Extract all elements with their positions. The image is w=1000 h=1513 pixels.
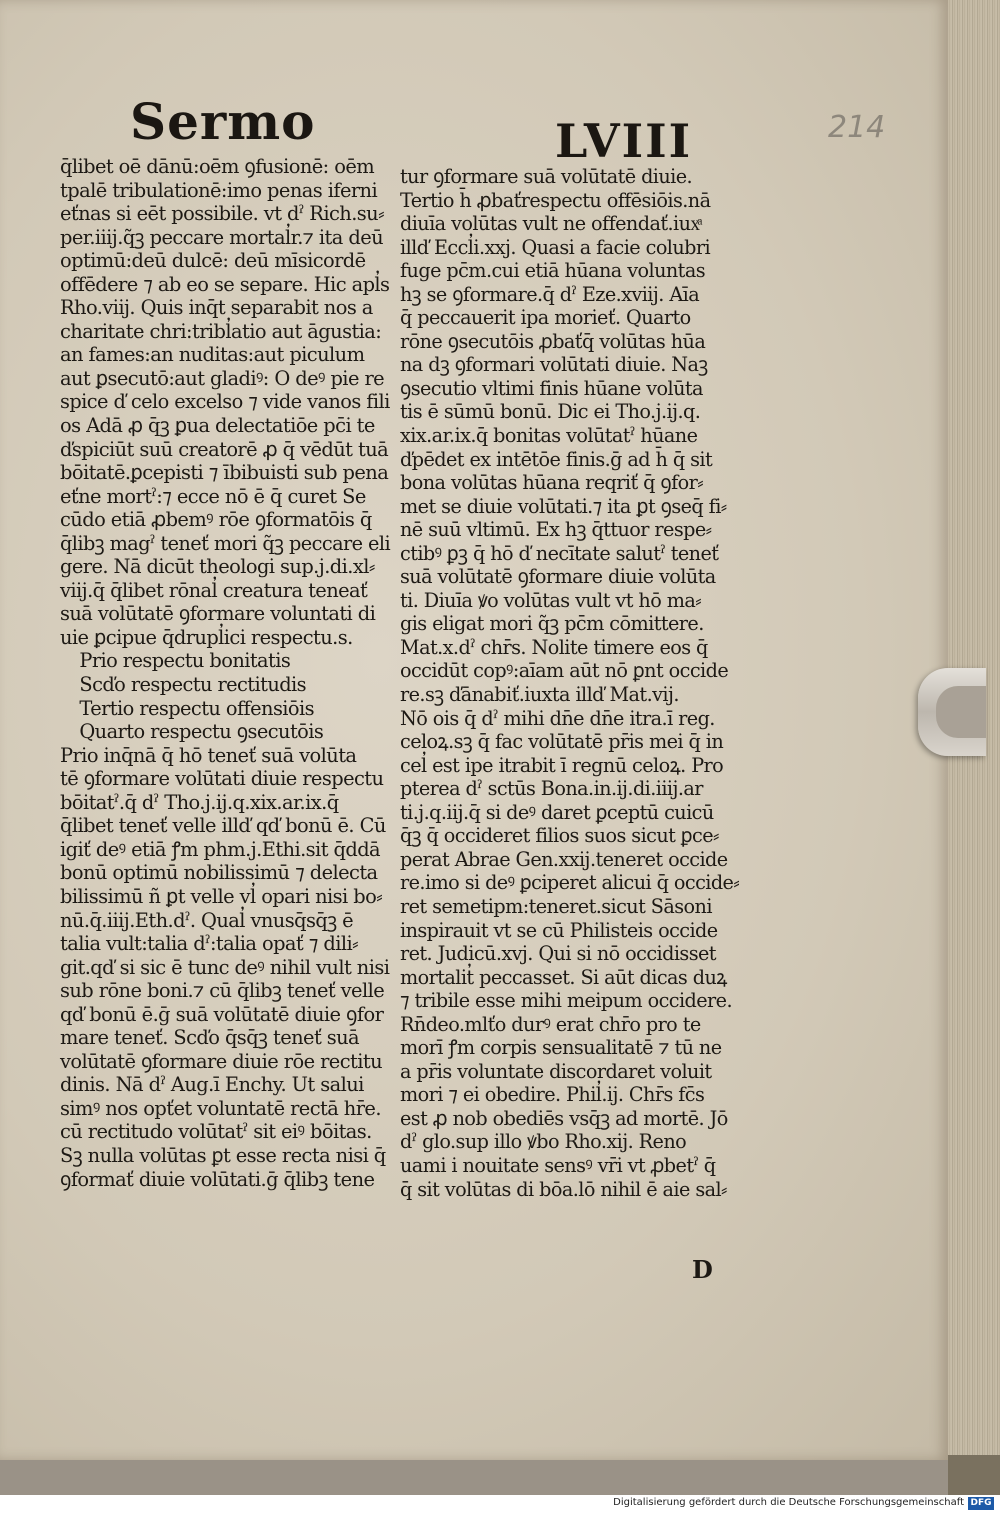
text-line: an fames:an nuditas:aut piculum xyxy=(60,342,365,367)
text-line: nē suū vltimū. Ex hꝫ q̄ttuor respe⸗ xyxy=(400,517,712,542)
text-line: cū rectitudo volūtatˀ sit eiꝰ bōitas. xyxy=(60,1119,372,1144)
text-line: eťne mortˀ:⁊ ecce nō ē q̄ curet Se xyxy=(60,483,366,508)
text-line: cel̓ est ipe itrabit ī regnū celoꝝ. Pro xyxy=(400,752,724,777)
right-column xyxy=(400,165,780,1201)
text-line: re.imo si deꝰ ꝑciperet alicui q̄ occide⸗ xyxy=(400,870,740,895)
text-line: Rho.viij. Quis inq̄t separabit nos a xyxy=(60,295,373,320)
text-line: os Adā ꝓ q̄ꝫ ꝑua delectatiōe pc̄i te xyxy=(60,413,375,438)
text-line: tur ꝯformare suā volūtatē diuie. xyxy=(400,164,693,188)
text-line: qď bonū ē.ḡ suā volūtatē diuie ꝯfor xyxy=(60,1001,384,1026)
running-head: Sermo xyxy=(130,92,316,151)
text-line: suā volūtatē ꝯformare voluntati di xyxy=(60,601,376,626)
text-line: inspirauit vt se cū Philisteis occide xyxy=(400,917,718,942)
text-line: xix.ar.ix.q̄ bonitas volūtatˀ hūane xyxy=(400,423,698,448)
text-line: Rn̄deo.mlťo durꝰ erat chr̄o pro te xyxy=(400,1011,701,1036)
text-line: ctibꝰ ꝑꝫ q̄ hō ď necītate salutˀ teneť xyxy=(400,540,719,565)
text-line: per.iiij.q̃ꝫ peccare mortal̓r.⁊ ita deū xyxy=(60,224,384,249)
text-line: mortalit̓ peccasset. Si aūt dicas duꝝ xyxy=(400,964,727,989)
text-line: bona volūtas hūana reqriť q̄ ꝯfor⸗ xyxy=(400,470,704,495)
text-line: q̄libet teneť velle illď qď bonū ē. Cū xyxy=(60,813,386,838)
text-line: offēdere ⁊ ab eo se separe. Hic apl̓s xyxy=(60,271,390,296)
text-line: illď Eccl̓i.xxj. Quasi a facie colubri xyxy=(400,234,711,259)
text-line: volūtatē ꝯformare diuie rōe rectitu xyxy=(60,1048,383,1073)
text-line: Tertio h̄ ꝓbaťrespectu offēsiōis.nā xyxy=(400,187,711,212)
text-line: q̄libet oē dānū:oēm ꝯfusionē: oēm xyxy=(60,154,375,178)
text-line: re.sꝫ ďānabiť.iuxta illď Mat.vij. xyxy=(400,682,679,707)
text-line: mare teneť. Scďo q̄sq̄ꝫ teneť suā xyxy=(60,1025,360,1050)
text-line: gere. Nā dicūt theologi sup.j.di.xl⸗ xyxy=(60,554,375,579)
text-line: mori ⁊ ei obedire. Phil̓.ij. Chr̄s fc̄s xyxy=(400,1082,705,1107)
digitization-credit: Digitalisierung gefördert durch die Deutsche Forschungsgemeinschaft xyxy=(613,1497,964,1508)
text-line: perat Abrae Gen.xxij.teneret occide xyxy=(400,846,728,871)
text-line: est ꝓ nob obediēs vsq̄ꝫ ad mortē. Jō xyxy=(400,1105,728,1130)
text-line: ꝯformať diuie volūtati.ḡ q̄libꝫ tene xyxy=(60,1166,375,1191)
text-line: tē ꝯformare volūtati diuie respectu xyxy=(60,766,384,791)
text-line: rōne ꝯsecutōis ꝓbaťq̄ volūtas hūa xyxy=(400,328,706,353)
text-line: ti. Diuīa ꝟo volūtas vult vt hō ma⸗ xyxy=(400,587,702,612)
text-line: tpalē tribulationē:imo penas iferni xyxy=(60,177,378,202)
text-line: ret semetipm:teneret.sicut Sāsoni xyxy=(400,893,712,918)
text-line: aut ꝑsecutō:aut gladiꝰ: O deꝰ pie re xyxy=(60,365,385,390)
text-line: q̄ peccauerit ipa morieť. Quarto xyxy=(400,305,691,330)
text-line: Mat.x.dˀ chr̄s. Nolite timere eos q̄ xyxy=(400,634,708,659)
text-line: met se diuie volūtati.⁊ ita ꝑt ꝯseq̄ fi⸗ xyxy=(400,493,727,518)
text-line: git.qď si sic ē tunc deꝰ nihil vult nisi xyxy=(60,954,390,979)
text-line: pterea dˀ sctūs Bona.in.ij.di.iiij.ar xyxy=(400,776,703,801)
page-clip xyxy=(918,668,986,756)
dfg-logo: DFG xyxy=(968,1497,994,1510)
text-line: bonū optimū nobilissimū ⁊ delecta xyxy=(60,860,378,885)
text-line: suā volūtatē ꝯformare diuie volūta xyxy=(400,564,716,589)
text-line: hꝫ se ꝯformare.q̄ dˀ Eze.xviij. Aīa xyxy=(400,281,700,306)
text-line: Tertio respectu offensiōis xyxy=(79,695,314,720)
pencil-page-number: 214 xyxy=(828,110,886,145)
text-line: fuge pc̄m.cui etiā hūana voluntas xyxy=(400,258,705,283)
text-line: ret. Judicū.xvj. Qui si nō occidisset xyxy=(400,941,716,966)
text-line: talia vult:talia dˀ:talia opať ⁊ dili⸗ xyxy=(60,931,359,956)
text-line: morī ꝭm corpis sensualitatē ⁊ tū ne xyxy=(400,1035,722,1060)
text-line: diuīa volūtas vult ne offendať.iuxͣ xyxy=(400,211,700,236)
text-line: na dꝫ ꝯformari volūtati diuie. Naꝫ xyxy=(400,352,708,377)
text-line: ďspiciūt suū creatorē ꝓ q̄ vēdūt tuā xyxy=(60,436,389,461)
text-line: q̄ꝫ q̄ occideret filios suos sicut ꝑce⸗ xyxy=(400,823,719,848)
left-column xyxy=(60,155,400,1191)
text-line: dˀ glo.sup illo ꝟbo Rho.xij. Reno xyxy=(400,1129,687,1154)
text-line: ti.j.q.iij.q̄ si deꝰ daret ꝑceptū cuicū xyxy=(400,799,714,824)
text-line: spice ď celo excelso ⁊ vide vanos fili xyxy=(60,389,390,414)
text-line: nū.q̄.iiij.Eth.dˀ. Qual̓ vnusq̄sq̄ꝫ ē xyxy=(60,907,354,932)
text-line: tis ē sūmū bonū. Dic ei Tho.j.ij.q. xyxy=(400,399,701,424)
text-line: ⁊ tribile esse mihi meipum occidere. xyxy=(400,988,733,1013)
text-line: igiť deꝰ etiā ꝭm phm.j.Ethi.sit q̄ddā xyxy=(60,836,381,861)
text-line: Prio respectu bonitatis xyxy=(79,648,291,673)
text-line: uami i nouitate sensꝰ vr̄i vt ꝓbetˀ q̄ xyxy=(400,1152,716,1177)
text-line: q̄libꝫ magˀ teneť mori q̃ꝫ peccare eli xyxy=(60,530,391,555)
text-line: Nō ois q̄ dˀ mihi dn̄e dn̄e itra.ī reg. xyxy=(400,705,715,730)
text-line: bōitatē.ꝑcepisti ⁊ ībibuisti sub pena xyxy=(60,460,389,485)
text-line: optimū:deū dulcē: deū mīsicordē xyxy=(60,248,366,273)
text-line: ꝯsecutio vltimi finis hūane volūta xyxy=(400,375,703,400)
text-line: bilissimū ñ ꝑt velle vl̓ opari nisi bo⸗ xyxy=(60,883,383,908)
text-line: Sꝫ nulla volūtas ꝑt esse recta nisi q̄ xyxy=(60,1142,386,1167)
text-line: occidūt copꝰ:aīam aūt nō ꝑnt occide xyxy=(400,658,729,683)
text-line: charitate chri:tribl̓atio aut āgustia: xyxy=(60,318,382,343)
folio-number: LVIII xyxy=(555,114,693,168)
text-line: cūdo etiā ꝓbemꝰ rōe ꝯformatōis q̄ xyxy=(60,507,372,532)
text-line: dinis. Nā dˀ Aug.ī Enchy. Ut salui xyxy=(60,1072,364,1097)
text-line: uie ꝑcipue q̄drupl̓ici respectu.s. xyxy=(60,624,353,649)
text-line: Quarto respectu ꝯsecutōis xyxy=(79,719,324,744)
text-line: bōitatˀ.q̄ dˀ Tho.j.ij.q.xix.ar.ix.q̄ xyxy=(60,789,339,814)
text-line: a pr̄is voluntate discordaret voluit xyxy=(400,1058,712,1083)
text-line: celoꝝ.sꝫ q̄ fac volūtatē pr̄is mei q̄ in xyxy=(400,729,724,754)
text-line: gis eligat mori q̃ꝫ pc̄m cōmittere. xyxy=(400,611,704,636)
text-line: Prio inq̄nā q̄ hō teneť suā volūta xyxy=(60,742,357,767)
signature-mark: D xyxy=(692,1255,713,1284)
text-line: simꝰ nos opťet voluntatē rectā hr̄e. xyxy=(60,1095,381,1120)
text-line: viij.q̄ q̄libet rōnal̓ creatura teneať xyxy=(60,577,368,602)
text-line: ďpēdet ex intētōe finis.ḡ ad h̄ q̄ sit xyxy=(400,446,713,471)
text-line: eťnas si eēt possibile. vt dˀ Rich.su⸗ xyxy=(60,201,384,226)
text-line: Scďo respectu rectitudis xyxy=(79,672,307,697)
footer-bar xyxy=(0,1495,1000,1513)
text-line: sub rōne boni.⁊ cū q̄libꝫ teneť velle xyxy=(60,978,385,1003)
text-line: q̄ sit volūtas di bōa.lō nihil ē aie sal⸗ xyxy=(400,1176,727,1201)
